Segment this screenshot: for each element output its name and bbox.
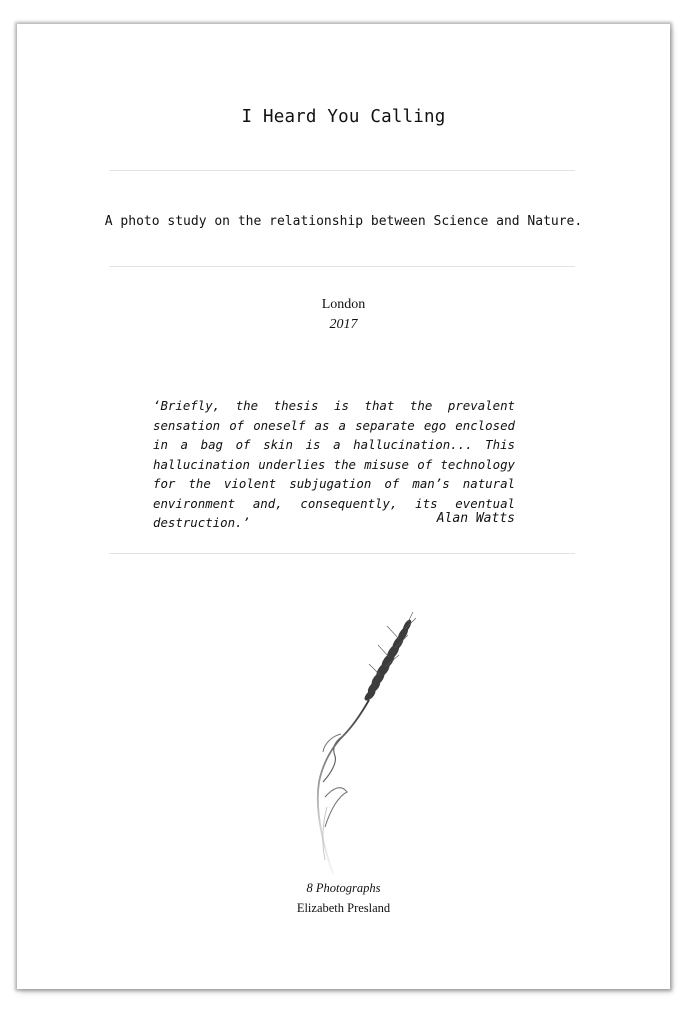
document-page: [17, 24, 670, 989]
photographer-name: Elizabeth Presland: [296, 901, 391, 915]
location-text: London: [321, 297, 366, 312]
photo-count: 8 Photographs: [306, 881, 381, 895]
page-title: I Heard You Calling: [241, 107, 446, 127]
wheat-stalk-illustration: [277, 612, 427, 884]
divider-top: [109, 170, 575, 171]
page-subtitle: A photo study on the relationship between Science and Nature.: [104, 214, 583, 229]
divider-bottom: [109, 553, 575, 554]
year-text: 2017: [329, 317, 358, 332]
epigraph-quote: ‘Briefly, the thesis is that the prevalent sensation of oneself as a separate ego enclosed in a bag of skin is a hallucination... This hallucination underlies the misuse of technology for the violent subjugation of man’s natural environment and, consequently, its eventual destruction.’: [153, 398, 515, 530]
divider-middle: [109, 266, 575, 267]
quote-author: Alan Watts: [436, 511, 515, 526]
